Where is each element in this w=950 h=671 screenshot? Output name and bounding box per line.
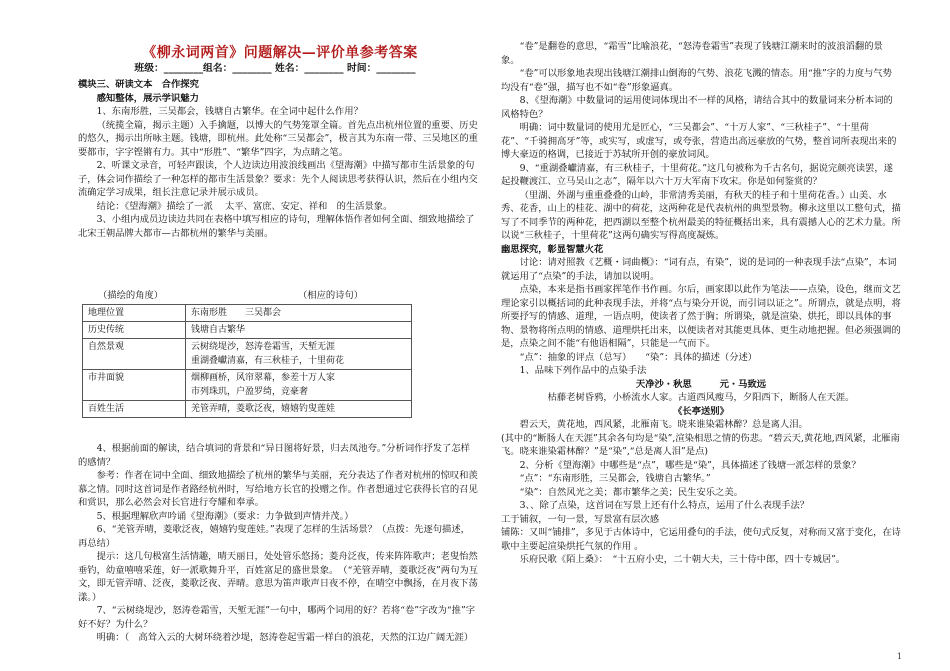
table-cell-lines: 东南形胜 三吴都会 (186, 305, 412, 322)
answer-6: 提示：这几句极富生活情趣，晴天丽日，处处管乐悠扬；菱舟泛夜，传来阵阵歌声；老叟怡然垂钓，幼童嘻嘻采莲，好一派歌舞升平，百姓富足的盛世景象。 （“羌管弄晴，菱歌泛夜”两句为互文，即无管弄晴、泛夜，菱歌泛夜、弄晴。意思为笛声歌声日夜不停，在晴空中飘扬，在月夜下荡漾。） (78, 551, 478, 603)
question-9: 9、“重湖叠巘清嘉，有三秋桂子，十里荷花。”这几句被称为千古名句，据说完颜亮读罢，遂起投鞭渡江、立马吴山之志”，隔年以六十万大军南下攻宋。你是如何鉴赏的？ (501, 162, 893, 187)
table-cell-lines: 云树绕堤沙，怒涛卷霜雪，天堑无涯 重湖叠巘清嘉，有三秋桂子，十里荷花 (186, 339, 412, 370)
table-row (83, 339, 412, 370)
question-4: 4、根据前面的解读，结合填词的背景和“异日图将好景，归去凤池夸。”分析词作抒发了怎样的感情？ (78, 443, 470, 468)
page-title: 《柳永词两首》问题解决—评价单参考答案 (142, 45, 418, 61)
question-1: 1、东南形胜，三吴都会，钱塘自古繁华。在全词中起什么作用？ (96, 106, 363, 117)
conclusion: 结论：《望海潮》描绘了一派 太平、富庶、安定、祥和 的生活景象。 (96, 200, 393, 212)
table-cell-angle: 市井面貌 (83, 370, 186, 401)
questions-4-7 (78, 442, 478, 645)
item-3-example: 乐府民歌《陌上桑》： “十五府小史，二十朝大夫，三十侍中郎，四十专城居”。 (519, 554, 846, 565)
table-cell-lines: 羌管弄晴，菱歌泛夜，嬉嬉钓叟莲娃 (186, 401, 412, 418)
section-heading-2: 幽思探究，彰显智慧火花 (501, 243, 604, 255)
poem-2-note: (其中的“断肠人在天涯”其余各句均是“染”,渲染相思之情的伤悲。“碧云天,黄花地,西风紧，北雁南飞。晓来谁染霜林醉？”是“染”,“总是离人泪”是点) (501, 432, 900, 457)
table-cell-lines: 钱塘自古繁华 (186, 322, 412, 339)
poem-2-text: 碧云天，黄花地，西风紧，北雁南飞。晓来谁染霜林醉？总是离人泪。 (519, 419, 808, 430)
question-5: 5、根据理解欣声吟诵《望海潮》（要求：力争做到声情并茂。） (96, 510, 354, 522)
item-3: 3、、除了点染，这首词在写景上还有什么特点，运用了什么表现手法？ (519, 500, 810, 511)
answer-7-cont-2: “卷”可以形象地表现出钱塘江潮排山倒海的气势、浪花飞溅的情态。用“推”字的力度与气势均没有“卷”强，描写也不如“卷”形象逼真。 (501, 68, 892, 93)
question-2: 2、听课文录音，可轻声跟读，个人边读边用波浪线画出《望海潮》中描写都市生活景象的句子，体会词作描绘了一种怎样的都市生活景象？要求：先个人阅读思考获得认识，然后在小组内交流确定学习成果，组长注意记录并展示成员。 (78, 160, 478, 198)
poem-angle-table (82, 304, 412, 418)
poem-1-text: 枯藤老树昏鸦，小桥流水人家。古道西风瘦马，夕阳西下，断肠人在天涯。 (547, 392, 855, 403)
student-info-line: 班级：________组名：________ 姓名：________ 时间：________ (134, 63, 416, 74)
item-3-answer: 工于铺叙，一句一景，写景富有层次感 (501, 513, 660, 525)
item-3-explain: 铺陈：又叫“铺排”，多见于古体诗中，它运用叠句的手法，使句式反复，对称而又富于变化，在诗歌中主要起渲染烘托气氛的作用 。 (501, 527, 901, 552)
answer-4: 参考：作者在词中全面、细致地描绘了杭州的繁华与美丽，充分表达了作者对杭州的惊叹和羡慕之情。同时这首词是作者路经杭州时，写给地方长官的投赠之作。作者想通过它获得长官的召见和赏识，那么必然会对长官进行夸耀和奉承。 (78, 470, 478, 508)
item-1: 1、品味下列作品中的点染手法 (519, 365, 647, 376)
question-7: 7、“云树绕堤沙，怒涛卷霜雪，天堑无涯”一句中，哪两个词用的好？若将“卷”字改为“推”字好不好？为什么？ (78, 605, 476, 630)
table-cell-lines: 烟柳画桥，风帘翠幕，参差十万人家 市列珠玑，户盈罗绮，竞豪奢 (186, 370, 412, 401)
question-6: 6、“羌管弄晴，菱歌泛夜，嬉嬉钓叟莲娃。”表现了怎样的生活场景？（点拨：先逐句描述，再总结） (78, 524, 470, 549)
table-head-right: （相应的诗句） (298, 290, 364, 301)
table-cell-angle: 历史传统 (83, 322, 186, 339)
table-head-left: （描绘的角度） (98, 290, 164, 301)
answer-8: 明确：词中数量词的使用尤是匠心，“三吴都会”、“十万人家”、“三秋桂子”、“十里荷花”、“千骑拥高牙”等，或实写，或虚写，或夸张，营造出高远豪放的气势，整首词所表现出来的博大豪迈的格调，已接近于苏轼所开创的豪放词风。 (501, 122, 897, 160)
table-cell-angle: 地理位置 (83, 305, 186, 322)
item-2-dye: “染”：自然风光之美；都市繁华之美；民生安乐之美。 (519, 486, 743, 498)
item-2: 2、分析《望海潮》中哪些是“点”，哪些是“染”，具体描述了钱塘一派怎样的景象？ (519, 459, 861, 471)
point-dye-line: “点”：抽象的评点（总写） “染”：具体的描述（分述） (519, 351, 758, 363)
poem-2-title: 《长亭送别》 (673, 405, 729, 417)
answer-7-cont-1: “卷”是翻卷的意思，“霜雪”比喻浪花，“怒涛卷霜雪”表现了钱塘江潮来时的波浪滔翻的景象。 (501, 41, 883, 66)
page-number: 1 (896, 651, 902, 661)
answer-9: （里湖、外湖与重重叠叠的山岭，非常清秀美丽，有秋天的桂子和十里荷花香。）山美、水秀、花香，山上的桂花、湖中的荷花，这两种花是代表杭州的典型景物。柳永这里以工整句式，描写了不同季节的两种花，把西湖以至整个杭州最美的特征概括出来，具有震撼人心的艺术力量。所以说“三秋桂子，十里荷花”这两句确实写得高度凝炼。 (501, 189, 901, 241)
table-row (83, 322, 412, 339)
poem-1-title: 天净沙・秋思 元・马致远 (635, 378, 767, 390)
table-cell-angle: 百姓生活 (83, 401, 186, 418)
discussion: 讨论：请对照教《艺概・词曲概》：“词有点，有染”，说的是词的一种表现手法“点染”，本词就运用了“点染”的手法，请加以说明。 (501, 257, 897, 282)
table-row (83, 305, 412, 322)
poem-table-wrap (82, 304, 482, 418)
table-row (83, 370, 412, 401)
module-heading: 模块三、研读文本 合作探究 (78, 79, 199, 90)
question-3: 3、小组内成员边读边共同在表格中填写相应的诗句，理解体悟作者如何全面、细致地描绘了北宋王朝品牌大都市—古都杭州的繁华与美丽。 (78, 214, 475, 239)
item-2-point: “点”：“东南形胜，三吴都会，钱塘自古繁华。” (519, 473, 711, 484)
section-heading: 感知整体，展示学识魅力 (96, 92, 199, 104)
question-8: 8、《望海潮》中数量词的运用使词体现出不一样的风格，请结合其中的数量词来分析本词的风格特色？ (501, 95, 893, 120)
right-block (501, 40, 901, 567)
answer-1: （统揽全篇，揭示主题）入手擒题，以博大的气势笼罩全篇。首先点出杭州位置的重要、历史的悠久，揭示出所咏主题。钱塘，即杭州。此处称“三吴都会”，极言其为东南一带、三吴地区的重要都市，字字铿锵有力。其中“形胜”、“繁华”四字，为点睛之笔。 (78, 119, 478, 158)
answer-7: 明确：（ 高耸入云的大树环绕着沙堤，怒涛卷起雪霜一样白的浪花，天然的江边广阔无涯） (96, 632, 474, 643)
discussion-answer: 点染，本来是指书画家挥笔作书作画。尔后，画家即以此作为笔法——点染，设色，继而文艺理论家引以概括词的此种表现手法，并将“点与染分开说，而引词以证之”。所谓点，就是点明，将所要抒写的情感、道理，一语点明，使读者了然于胸；所谓染，就是渲染、烘托，即以具体的事物、景物将所点明的情感、道理烘托出来，以便读者对其能更具体、更生动地把握。但必须强调的是，点染之间不能“有他语相隔”，只能是一气而下。 (501, 284, 901, 349)
module-block (78, 78, 478, 240)
table-cell-angle: 自然景观 (83, 339, 186, 370)
table-row (83, 401, 412, 418)
